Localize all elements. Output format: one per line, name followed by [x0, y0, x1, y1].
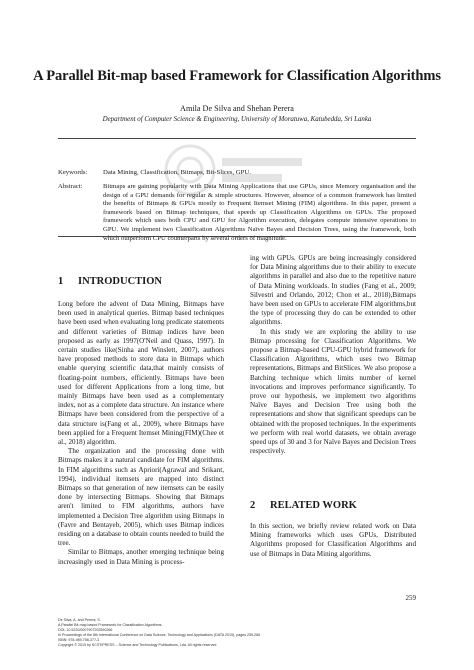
footer-line: A Parallel Bit-map based Framework for Classification Algorithms.	[58, 623, 163, 628]
footer-line: De Silva, A. and Perera, S.	[58, 618, 101, 622]
section-2-number: 2	[250, 500, 256, 511]
right-column-section-2	[250, 522, 416, 559]
footer-line: In Proceedings of the 8th International Conference on Data Science, Technology and Applications (DATA 2019), pages 259-266	[58, 633, 261, 638]
keywords: Data Mining, Classification, Bitmaps, Bit-Slices, GPU.	[103, 169, 251, 176]
paragraph: The organization and the processing done with Bitmaps makes it a natural candidate for FIM algorithms. In FIM algorithms such as Apriori(Agrawal and Srikant, 1994), individual itemsets are mapped into distinct Bitmaps so that generation of new itemsets can be easily done by intersecting Bitmaps. Showing that Bitmaps aren't limited to FIM algorithms, authors have implemented a Decision Tree algorithm using Bitmaps in (Favre and Bentayeb, 2005), which uses Bitmap indices residing on a database to obtain counts needed to build the tree.	[58, 447, 224, 548]
abstract-label: Abstract:	[58, 183, 83, 190]
affiliation: Department of Computer Science & Engineering, University of Moratuwa, Katubedda, Sri Lanka	[102, 116, 372, 123]
paragraph: ing with GPUs. GPUs are being increasingly considered for Data Mining algorithms due to their ability to execute algorithms in parallel and also due to the repetitive nature of Data Mining workloads. In studies (Fang et al., 2009; Silvestri and Orlando, 2012; Chon et al., 2018),Bitmaps have been used on GPUs to accelerate FIM algorithms,but the type of processing they do can be extended to other algorithms.	[250, 254, 416, 327]
divider-top	[58, 138, 416, 139]
keywords-label: Keywords:	[58, 169, 88, 176]
section-2-title: RELATED WORK	[270, 500, 357, 511]
footer-line: Copyright © 2019 by SCITEPRESS – Science and Technology Publications, Lda. All rights reserved	[58, 643, 217, 648]
paragraph: Long before the advent of Data Mining, Bitmaps have been used in analytical queries. Bitmap based techniques have been used when evaluating long predicate statements and different varieties of Bitmap indices have been proposed as early as 1997(O'Neil and Quass, 1997). In certain studies like(Sinha and Winslett, 2007), authors have proposed methods to store data in Bitmaps which enable querying scientific data,that mainly consists of floating-point numbers, efficiently. Bitmaps have been used for different Applications from a long time, but mainly Bitmaps have been used as a complementary index, not as a complete data structure. An instance where Bitmaps have been considered from the perspective of a data structure is(Fang et al., 2009), where Bitmaps have been applied for a Frequent Itemset Mining(FIM)(Chee et al., 2018) algorithm.	[58, 300, 224, 447]
left-column	[58, 300, 224, 567]
section-2-heading	[250, 500, 357, 511]
page-number: 259	[405, 594, 416, 602]
abstract: Bitmaps are gaining popularity with Data Mining Applications that use GPUs, since Memory organisation and the design of a GPU demands for regular & simple structures. However, absence of a common framework has limited the benefits of Bitmaps & GPUs mostly to Frequent Itemset Mining (FIM) algorithms. In this paper, present a framework based on Bitmap techniques, that speeds up Classification Algorithms on GPUs. The proposed framework which uses both CPU and GPU for Algorithm execution, delegates compute intensive operations to GPU. We implement two Classification Algorithms Naïve Bayes and Decision Trees, using the framework, both which outperform CPU counterparts by several orders of magnitude.	[103, 183, 416, 242]
footer-line: ISBN: 978-989-758-377-3	[58, 638, 100, 643]
footer-citation	[58, 618, 358, 649]
paragraph: In this study we are exploring the ability to use Bitmap processing for Classification Algorithms. We propose a Bitmap-based CPU-GPU hybrid framework for Classification Algorithms, which uses two Bitmap representations, Bitmaps and BitSlices. We also propose a Batching technique which limits number of kernel invocations and improves performance significantly. To prove our hypothesis, we implement two algorithms Naïve Bayes and Decision Tree using both the representations and show that significant speedups can be obtained with the proposed techniques. In the experiments we perform with real world datasets, we obtain average speed ups of 30 and 3 for Naïve Bayes and Decision Trees respectively.	[250, 327, 416, 456]
paper-title: A Parallel Bit-map based Framework for Classification Algorithms	[33, 68, 441, 84]
section-1-number: 1	[58, 276, 64, 287]
section-1-title: INTRODUCTION	[78, 276, 163, 287]
section-1-heading	[58, 276, 162, 287]
paragraph: In this section, we briefly review related work on Data Mining frameworks which uses GPUs, Distributed Algorithms proposed for Classification Algorithms and use of Bitmaps in Data Mining algorithms.	[250, 522, 416, 558]
right-column	[250, 254, 416, 456]
authors: Amila De Silva and Shehan Perera	[180, 104, 294, 113]
footer-line: DOI: 10.5220/0007907202590266	[58, 628, 113, 633]
divider-bottom	[58, 236, 416, 237]
paragraph: Similar to Bitmaps, another emerging technique being increasingly used in Data Mining is process-	[58, 548, 224, 566]
